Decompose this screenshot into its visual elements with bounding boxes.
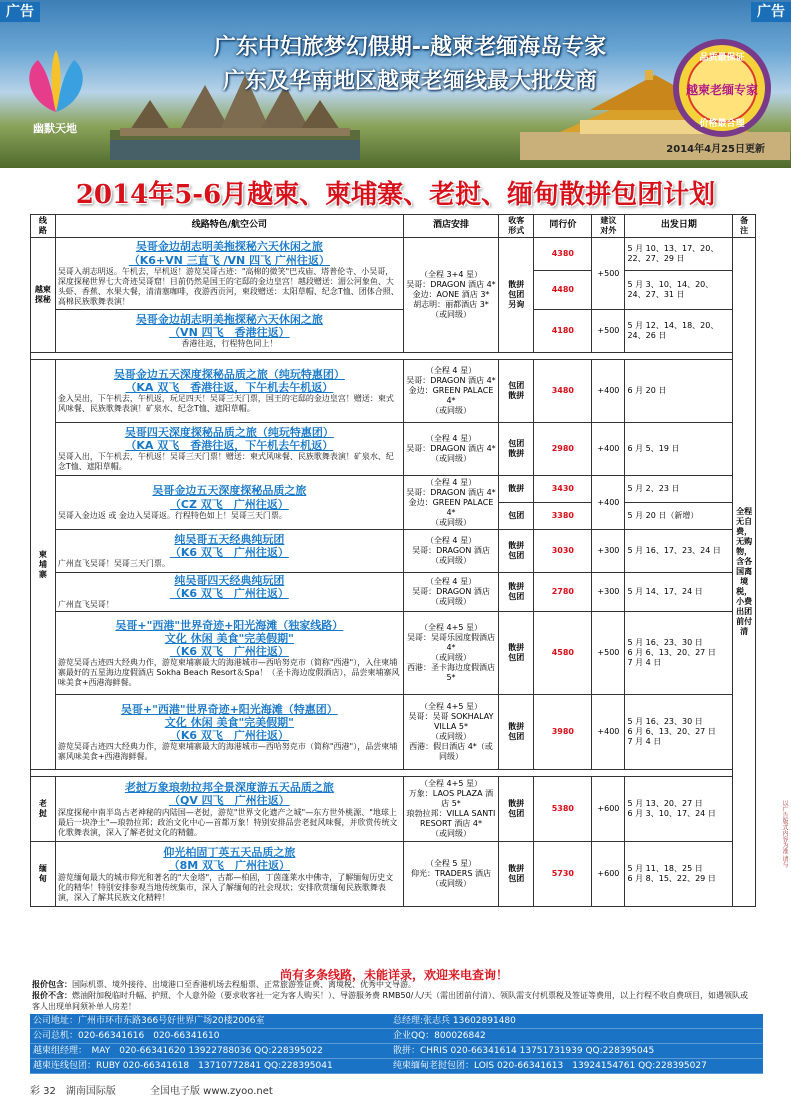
excludes-label: 报价不含： bbox=[32, 990, 72, 1000]
price: 4480 bbox=[534, 271, 592, 310]
header-banner bbox=[0, 0, 791, 168]
route-title: 吴哥金边五天深度探秘品质之旅（纯玩特惠团） bbox=[113, 367, 345, 381]
col-note: 备 注 bbox=[733, 215, 756, 238]
route-description: 游览吴哥古迹四大经典力作，游览柬埔寨最大的海港城市—西哈努克市（简称"西港"），入住柬埔寨最好的五星海边度假酒店 Sokha Beach Resort＆Spa！（圣卡海边度假酒店），品尝柬埔寨风味美食+西港海鲜餐。 bbox=[57, 658, 400, 688]
contact-row bbox=[30, 1029, 763, 1044]
region-vietnam-cambodia: 越柬探秘 bbox=[31, 238, 56, 353]
route-title: 吴哥金边胡志明美拖探秘六天休闲之旅 bbox=[135, 240, 323, 254]
suggest-price: +600 bbox=[592, 777, 625, 842]
suggest-price: +300 bbox=[592, 530, 625, 573]
booking-type: 散拼 包团 另询 bbox=[499, 238, 534, 353]
remark: 全程无自费，无购物，含各国离境税，小费出团前付清 bbox=[733, 238, 756, 907]
includes-text: 国际机票、境外接待、出境港口至香港机场去程船票、正常旅游签证费、离境税、优秀中文导游。 bbox=[72, 980, 416, 989]
route-feature bbox=[55, 695, 403, 770]
col-price: 同行价 bbox=[534, 215, 592, 238]
table-row bbox=[31, 695, 756, 770]
route-title: 纯吴哥四天经典纯玩团 bbox=[174, 574, 285, 587]
route-feature bbox=[55, 476, 403, 530]
hotel-info: （全程 3+4 星） 吴哥：DRAGON 酒店 4* 金边：AONE 酒店 3* 胡志明：丽都酒店 3* （或同级） bbox=[403, 238, 498, 353]
route-description: 吴哥入出，下午机去，午机返！吴哥三天门票！赠送：柬式风味餐、民族歌舞表演！矿泉水、纪念T恤、遮阳草帽。 bbox=[57, 452, 394, 472]
cambodia-package-contact: 纯柬缅甸老挝包团：LOIS 020-66341613 13924154761 QQ:228395027 bbox=[393, 1061, 707, 1071]
route-description: 广州直飞吴哥！吴哥三天门票。 bbox=[57, 559, 170, 569]
ad-label-right: 广告 bbox=[751, 2, 791, 22]
route-subtitle: （K6 双飞 广州往返） bbox=[169, 546, 289, 559]
region-cambodia bbox=[31, 360, 56, 770]
route-title: 老挝万象琅勃拉邦全景深度游五天品质之旅 bbox=[124, 781, 334, 795]
seal-mid-text: 越柬老缅专家 bbox=[685, 83, 759, 97]
page-number: 彩 32 湖南国际版 bbox=[30, 1086, 116, 1097]
route-subtitle: （K6 双飞 广州往返） bbox=[169, 587, 289, 601]
booking-type: 散拼 包团 bbox=[499, 695, 534, 770]
route-description: 吴哥入金边返 或 金边入吴哥返。行程特色如上！吴哥三天门票。 bbox=[57, 510, 287, 520]
departure-dates: 5 月 16、23、30 日 6 月 6、13、20、27 日 7 月 4 日 bbox=[625, 612, 733, 695]
departure-dates: 5 月 20 日（新增） bbox=[625, 503, 733, 530]
contact-row bbox=[30, 1044, 763, 1059]
quality-seal-icon bbox=[672, 38, 772, 138]
route-subtitle: （8M 双飞 广州往返） bbox=[168, 859, 291, 873]
col-line: 线 路 bbox=[31, 215, 56, 238]
booking-type: 散拼 包团 bbox=[499, 612, 534, 695]
region-label: 柬埔寨 bbox=[38, 549, 47, 579]
price: 3380 bbox=[534, 503, 592, 530]
booking-type: 包团 散拼 bbox=[499, 360, 534, 423]
departure-dates: 5 月 13、20、27 日 6 月 3、10、17、24 日 bbox=[625, 777, 733, 842]
suggest-price: +400 bbox=[592, 695, 625, 770]
hotel-info: （全程 4 星） 吴哥：DRAGON 酒店 4* 金边：GREEN PALACE 4* （或同级） bbox=[403, 476, 498, 530]
departure-dates: 5 月 11、18、25 日 6 月 8、15、22、29 日 bbox=[625, 842, 733, 907]
price: 4380 bbox=[534, 238, 592, 271]
logo-text: 幽默天地 bbox=[33, 122, 77, 135]
suggest-price: +500 bbox=[592, 310, 625, 353]
route-title: 仰光柏固丁英五天品质之旅 bbox=[163, 846, 296, 860]
departure-dates: 5 月 16、17、23、24 日 bbox=[625, 530, 733, 573]
route-description: 香港往返，行程特色同上！ bbox=[181, 339, 278, 349]
price: 3030 bbox=[534, 530, 592, 573]
route-feature bbox=[55, 612, 403, 695]
route-title-2: 文化 休闲 美食"完美假期" bbox=[164, 715, 294, 729]
table-spacer bbox=[31, 770, 756, 777]
table-row bbox=[31, 530, 756, 573]
route-feature bbox=[55, 360, 403, 423]
table-row bbox=[31, 238, 756, 271]
contact-panel bbox=[30, 1014, 763, 1074]
departure-dates: 6 月 20 日 bbox=[625, 360, 733, 423]
route-description: 深度探秘中南半岛古老神秘的内陆国—老挝，游览"世界文化遗产之城"—东方世外桃源、"地球上最后一块净土"—琅勃拉邦；政治文化中心—首都万象！特别安排品尝老挝风味餐，并欣赏传统文化歌舞表演，深入了解老挝文化的精髓。 bbox=[57, 807, 398, 837]
table-row bbox=[31, 842, 756, 907]
region-myanmar bbox=[31, 842, 56, 907]
booking-type: 散拼 包团 bbox=[499, 842, 534, 907]
contact-row bbox=[30, 1014, 763, 1029]
more-routes-notice: 尚有多条线路，未能详录，欢迎来电查询！ bbox=[280, 968, 509, 982]
table-row bbox=[31, 573, 756, 612]
route-title: 纯吴哥五天经典纯玩团 bbox=[174, 532, 285, 546]
vc-package-contact: 越柬连线包团：RUBY 020-66341618 13710772841 QQ:228395041 bbox=[33, 1061, 333, 1071]
page-footer bbox=[30, 1080, 763, 1098]
update-date: 2014年4月25日更新 bbox=[666, 144, 765, 155]
departure-dates: 5 月 2、23 日 bbox=[625, 476, 733, 503]
website-link[interactable]: 全国电子版 www.zyoo.net bbox=[150, 1086, 273, 1097]
suggest-price: +500 bbox=[592, 238, 625, 310]
region-laos bbox=[31, 777, 56, 842]
departure-dates: 5 月 10、13、17、20、22、27、29 日 bbox=[625, 238, 733, 271]
company-qq: 企业QQ：800026842 bbox=[393, 1031, 486, 1041]
table-row bbox=[31, 476, 756, 503]
route-feature bbox=[55, 842, 403, 907]
price-includes bbox=[32, 980, 752, 991]
company-address: 公司地址：广州市环市东路366号好世界广场20楼2006室 bbox=[33, 1016, 265, 1026]
price: 3980 bbox=[534, 695, 592, 770]
price: 4180 bbox=[534, 310, 592, 353]
col-hotel: 酒店安排 bbox=[403, 215, 498, 238]
route-feature bbox=[55, 423, 403, 476]
suggest-price: +600 bbox=[592, 842, 625, 907]
departure-dates: 5 月 14、17、24 日 bbox=[625, 573, 733, 612]
hotel-info: （全程 4 星） 吴哥：DRAGON 酒店 （或同级） bbox=[403, 530, 498, 573]
excludes-text: 燃油附加税临时升幅、护照、个人意外险（要求收客社一定为客人购买！）、导游服务费 RMB50/人/天（需出团前付清）、领队需支付机票税及签证等费用，以上行程不收自费项目，如遇领队或客人出现单间须补单人房差！ bbox=[32, 990, 749, 1011]
route-title: 吴哥+"西港"世界奇迹+阳光海滩（独家线路） bbox=[115, 618, 344, 632]
main-title: 2014年5-6月越柬、柬埔寨、老挝、缅甸散拼包团计划 bbox=[75, 180, 716, 210]
route-title: 吴哥金边胡志明美拖探秘六天休闲之旅 bbox=[135, 312, 323, 326]
route-feature bbox=[55, 530, 403, 573]
ad-label-left: 广告 bbox=[0, 2, 40, 22]
route-subtitle: （K6+VN 三直飞 /VN 四飞 广州往返） bbox=[128, 253, 330, 267]
price: 2980 bbox=[534, 423, 592, 476]
route-subtitle: （CZ 双飞 广州往返） bbox=[169, 497, 289, 511]
suggest-price: +400 bbox=[592, 423, 625, 476]
suggest-price: +500 bbox=[592, 612, 625, 695]
hotel-info: （全程 4 星） 吴哥：DRAGON 酒店 （或同级） bbox=[403, 573, 498, 612]
hotel-info: （全程 4+5 星） 万象：LAOS PLAZA 酒店 5* 琅勃拉邦：VILLA SANTI RESORT 酒店 4* （或同级） bbox=[403, 777, 498, 842]
route-subtitle: （KA 双飞 香港往返，下午机去午机返） bbox=[125, 381, 334, 394]
departure-dates: 5 月 16、23、30 日 6 月 6、13、20、27 日 7 月 4 日 bbox=[625, 695, 733, 770]
departure-dates: 5 月 12、14、18、20、24、26 日 bbox=[625, 310, 733, 353]
group-tour-contact: 散拼：CHRIS 020-66341614 13751731939 QQ:228395045 bbox=[393, 1046, 655, 1056]
table-header-row bbox=[31, 215, 756, 238]
booking-type: 包团 bbox=[499, 503, 534, 530]
price: 5380 bbox=[534, 777, 592, 842]
suggest-price: +300 bbox=[592, 573, 625, 612]
price: 3430 bbox=[534, 476, 592, 503]
booking-type: 包团 散拼 bbox=[499, 423, 534, 476]
hotel-info: （全程 4+5 星） 吴哥：吴哥乐园度假酒店 4* （或同级） 西港：圣卡海边度假酒店 5* bbox=[403, 612, 498, 695]
route-subtitle: （K6 双飞 广州往返） bbox=[169, 728, 289, 742]
hotel-info: （全程 4+5 星） 吴哥：吴哥 SOKHALAY VILLA 5* （或同级） 西港：假日酒店 4*（或同级） bbox=[403, 695, 498, 770]
route-description: 金入吴出，下午机去，午机返，玩足四天！吴哥三天门票，国王的宅邸的金边皇宫！赠送：柬式风味餐、民族歌舞表演！矿泉水、纪念T恤、遮阳草帽。 bbox=[57, 394, 394, 414]
route-feature bbox=[55, 573, 403, 612]
region-label: 老挝 bbox=[38, 799, 47, 819]
region-label: 缅甸 bbox=[38, 864, 47, 884]
route-feature bbox=[55, 310, 403, 353]
header-line-1: 广东中妇旅梦幻假期--越柬老缅海岛专家 bbox=[213, 35, 607, 60]
price: 5730 bbox=[534, 842, 592, 907]
route-subtitle: （K6 双飞 广州往返） bbox=[169, 644, 289, 658]
booking-type: 散拼 bbox=[499, 476, 534, 503]
suggest-price: +400 bbox=[592, 360, 625, 423]
price-excludes bbox=[32, 991, 752, 1013]
route-feature bbox=[55, 777, 403, 842]
pricing-terms bbox=[32, 980, 752, 1012]
price: 4580 bbox=[534, 612, 592, 695]
booking-type: 散拼 包团 bbox=[499, 573, 534, 612]
contact-row bbox=[30, 1059, 763, 1074]
table-row bbox=[31, 423, 756, 476]
route-feature bbox=[55, 238, 403, 310]
booking-type: 散拼 包团 bbox=[499, 530, 534, 573]
route-title-2: 文化 休闲 美食"完美假期" bbox=[164, 631, 294, 645]
route-subtitle: （QV 四飞 广州往返） bbox=[168, 794, 290, 808]
col-date: 出发日期 bbox=[625, 215, 733, 238]
table-spacer bbox=[31, 353, 756, 360]
route-description: 游览吴哥古迹四大经典力作，游览柬埔寨最大的海港城市—西哈努克市（简称"西港"），品尝柬埔寨风味美食+西港海鲜餐。 bbox=[57, 742, 398, 762]
col-suggest: 建议 对外 bbox=[592, 215, 625, 238]
seal-top-text: 品质最保证 bbox=[699, 53, 745, 63]
table-row bbox=[31, 612, 756, 695]
col-feature: 线路特色/航空公司 bbox=[55, 215, 403, 238]
general-manager: 总经理:张志兵 13602891480 bbox=[393, 1016, 516, 1026]
booking-type: 散拼 包团 bbox=[499, 777, 534, 842]
tour-table bbox=[30, 214, 756, 907]
departure-dates: 5 月 3、10、14、20、24、27、31 日 bbox=[625, 271, 733, 310]
header-line-2: 广东及华南地区越柬老缅线最大批发商 bbox=[222, 69, 597, 94]
col-type: 收客 形式 bbox=[499, 215, 534, 238]
hotel-info: （全程 5 星） 仰光：TRADERS 酒店 （或同级） bbox=[403, 842, 498, 907]
route-title: 吴哥+"西港"世界奇迹+阳光海滩（特惠团） bbox=[120, 702, 338, 716]
route-title: 吴哥金边五天深度探秘品质之旅 bbox=[152, 484, 307, 498]
route-description: 游览缅甸最大的城市仰光和著名的"大金塔"，古都—柏固，丁茵蓬莱水中佛寺，了解缅甸历史文化的精华！特别安排参观当地传统集市，深入了解缅甸的社会现状；安排欣赏缅甸民族歌舞表演，深入了解其民族文化精粹！ bbox=[57, 872, 394, 902]
table-row bbox=[31, 777, 756, 842]
seal-bottom-text: 价格最合理 bbox=[699, 119, 745, 129]
price: 2780 bbox=[534, 573, 592, 612]
side-note: 以广告版式内容为准 请与 bbox=[781, 800, 788, 868]
route-subtitle: （KA 双飞 香港往返，下午机去午机返） bbox=[125, 439, 334, 452]
route-description: 广州直飞吴哥！ bbox=[57, 600, 114, 610]
route-title: 吴哥四天深度探秘品质之旅（纯玩特惠团） bbox=[124, 425, 334, 439]
suggest-price: +400 bbox=[592, 476, 625, 530]
table-row bbox=[31, 310, 756, 353]
vc-manager-contact: 越柬组经理： MAY 020-66341620 13922788036 QQ:228395022 bbox=[33, 1046, 323, 1056]
company-phone: 公司总机：020-66341616 020-66341610 bbox=[33, 1031, 220, 1041]
route-description: 吴哥入胡志明返。午机去，早机返！游览吴哥古迹："高棉的微笑"巴戎庙、塔普伦寺、小吴哥，深度探秘世界七大奇迹吴哥窟！目前仍然是国王的宅邸的金边皇宫！越段赠送：湄公河象鱼、大头虾、香蕉、水果大餐，清清塞咖啡，夜游西贡河，柬段赠送：太阳草帽、纪念T恤、团体合照、高棉民族歌舞表演！ bbox=[57, 266, 399, 306]
price: 3480 bbox=[534, 360, 592, 423]
route-subtitle: （VN 四飞 香港往返） bbox=[169, 326, 290, 339]
departure-dates: 6 月 5、19 日 bbox=[625, 423, 733, 476]
hotel-info: （全程 4 星） 吴哥：DRAGON 酒店 4* 金边：GREEN PALACE 4* （或同级） bbox=[403, 360, 498, 423]
includes-label: 报价包含： bbox=[32, 980, 72, 989]
hotel-info: （全程 4 星） 吴哥：DRAGON 酒店 4* （或同级） bbox=[403, 423, 498, 476]
table-row bbox=[31, 360, 756, 423]
